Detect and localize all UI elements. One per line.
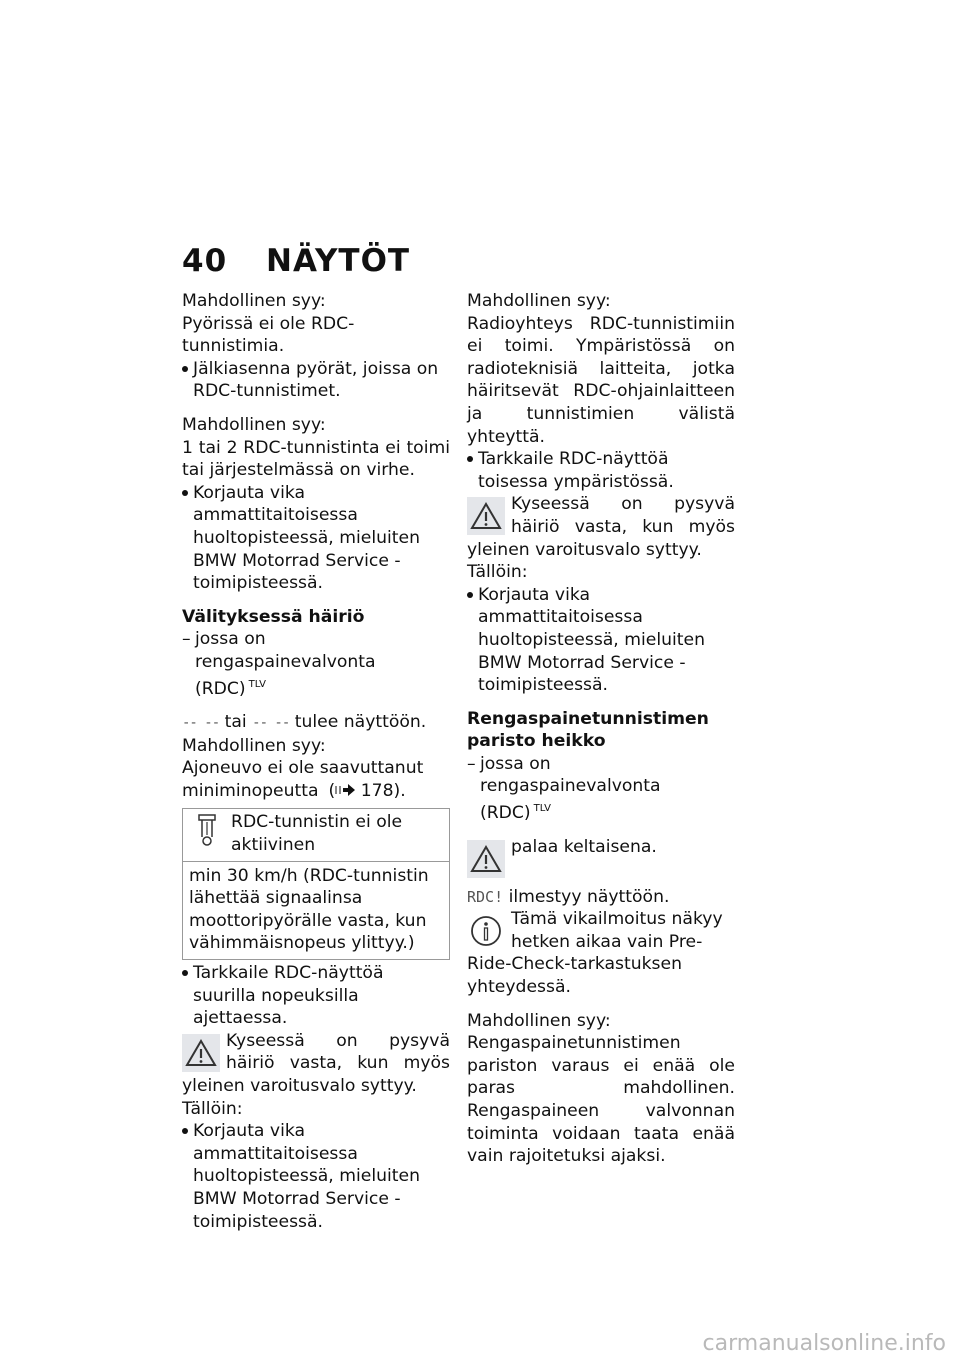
bullet-text: Tarkkaile RDC-näyttöä suurilla nopeuksilla ajettaessa.: [193, 963, 384, 1029]
warning-note: [182, 1030, 450, 1098]
display-line: [182, 711, 450, 735]
bullet-text: Jälkiasenna pyörät, joissa on RDC-tunnistimet.: [193, 358, 439, 402]
paragraph: Mahdollinen syy:: [182, 291, 326, 311]
info-text: Tämä vikailmoitus näkyy hetken aikaa vain Pre-Ride-Check-tarkastuksen yhteydessä.: [467, 909, 723, 998]
bullet-dot: [182, 970, 188, 976]
bullet-item: [182, 482, 450, 595]
paragraph: Mahdollinen syy:: [182, 414, 326, 435]
bullet-text: Korjauta vika ammattitaitoisessa huoltopisteessä, mieluiten BMW Motorrad Service -toimipisteessä.: [193, 482, 420, 594]
page-header: [182, 243, 410, 279]
info-table-row: [183, 862, 449, 959]
warning-text: Kyseessä on pysyvä häiriö vasta, kun myös yleinen varoitusvalo syttyy.: [467, 494, 735, 560]
paragraph: Rengaspainetunnistimen pariston varaus ei enää ole paras mahdollinen. Rengaspaineen valvonnan toiminta voidaan taata enää vain rajoitetuksi ajaksi.: [467, 1033, 735, 1167]
bullet-dot: [182, 366, 188, 372]
cross-reference[interactable]: ( 178).: [328, 780, 406, 801]
xref-page: 178).: [360, 780, 406, 801]
arrow-right-icon: [335, 784, 355, 796]
warning-text: Kyseessä on pysyvä häiriö vasta, kun myös yleinen varoitusvalo syttyy.: [182, 1030, 450, 1096]
dash-text: jossa on rengaspainevalvonta (RDC): [480, 753, 661, 824]
warning-note: [467, 836, 735, 859]
info-table-text: min 30 km/h (RDC-tunnistin lähettää signaalinsa moottoripyörälle vasta, kun vähimmäisnopeus ylittyy.): [189, 865, 429, 954]
section-heading: Välityksessä häiriö: [182, 606, 365, 627]
bullet-text: Korjauta vika ammattitaitoisessa huoltopisteessä, mieluiten BMW Motorrad Service -toimipisteessä.: [193, 1121, 420, 1232]
superscript: TLV: [533, 803, 552, 815]
bullet-dot: [182, 490, 188, 496]
info-table-row: [183, 809, 449, 861]
dash-mark: –: [182, 629, 191, 650]
paragraph: Mahdollinen syy:: [467, 291, 611, 311]
dash-text: jossa on rengaspainevalvonta (RDC): [195, 629, 376, 699]
warning-triangle-icon: [182, 1034, 220, 1072]
display-text: tulee näyttöön.: [294, 712, 427, 733]
watermark: carmanualsonline.info: [702, 1331, 946, 1356]
bullet-text: Korjauta vika ammattitaitoisessa huoltopisteessä, mieluiten BMW Motorrad Service -toimipisteessä.: [478, 584, 705, 696]
info-table: [182, 808, 450, 960]
display-dashes: -- --: [182, 715, 220, 732]
bullet-item: [182, 1120, 450, 1233]
right-column: [467, 290, 735, 1168]
display-or: tai: [224, 712, 247, 733]
superscript: TLV: [248, 678, 267, 690]
display-dashes: -- --: [252, 715, 290, 732]
paragraph: Tällöin:: [182, 1098, 243, 1119]
paragraph: Pyörissä ei ole RDC-tunnistimia.: [182, 313, 355, 357]
dash-item: [467, 753, 735, 825]
bullet-item: [467, 584, 735, 697]
paragraph-text: Ajoneuvo ei ole saavuttanut miniminopeutta: [182, 758, 424, 801]
bullet-item: [467, 448, 735, 493]
info-icon: [467, 912, 505, 950]
bullet-item: [182, 962, 450, 1030]
section-heading: Rengaspainetunnistimen paristo heikko: [467, 708, 709, 752]
page-title: NÄYTÖT: [266, 243, 411, 279]
paragraph: Mahdollinen syy:: [467, 1010, 611, 1031]
paragraph: [182, 757, 450, 802]
bullet-dot: [467, 592, 473, 598]
warning-triangle-icon: [467, 497, 505, 535]
warning-note: [467, 493, 735, 561]
page-number: 40: [182, 243, 228, 279]
dash-item: [182, 628, 450, 700]
dash-mark: –: [467, 753, 476, 774]
bullet-dot: [182, 1128, 188, 1134]
bullet-text: Tarkkaile RDC-näyttöä toisessa ympäristössä.: [478, 449, 674, 492]
warning-triangle-icon: [467, 840, 505, 878]
rdc-sensor-icon: [197, 813, 217, 854]
bullet-dot: [467, 456, 473, 462]
paragraph: Radioyhteys RDC-tunnistimiin ei toimi. Ympäristössä on radioteknisiä laitteita, jotka häiritsevät RDC-ohjainlaitteen ja tunnistimien välistä yhteyttä.: [467, 313, 735, 447]
bullet-item: [182, 358, 450, 403]
left-column: [182, 290, 450, 1233]
display-line: [467, 878, 735, 909]
rdc-code: RDC!: [467, 887, 504, 906]
display-text: ilmestyy näyttöön.: [508, 886, 670, 907]
paragraph: Mahdollinen syy:: [182, 735, 326, 756]
info-note: [467, 908, 735, 998]
paragraph: Tällöin:: [467, 562, 528, 583]
info-table-text: RDC-tunnistin ei ole aktiivinen: [231, 812, 403, 856]
paragraph: 1 tai 2 RDC-tunnistinta ei toimi tai järjestelmässä on virhe.: [182, 437, 450, 481]
warning-text: palaa keltaisena.: [511, 836, 657, 857]
